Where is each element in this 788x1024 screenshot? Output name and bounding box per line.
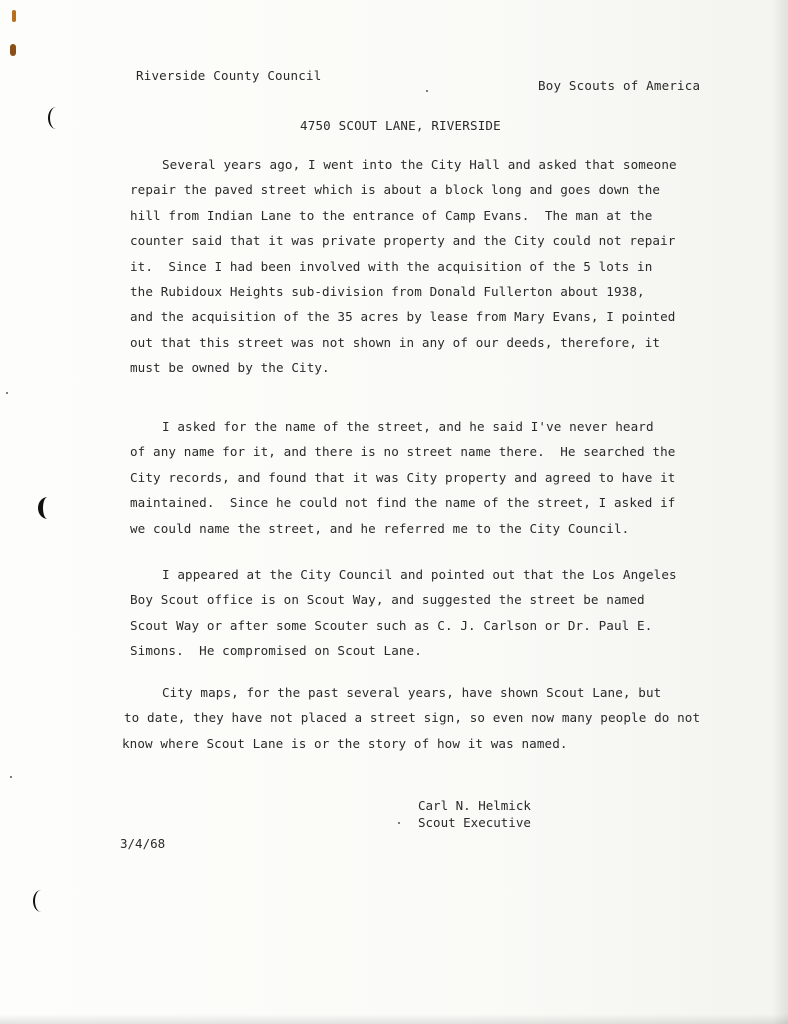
paper-speck xyxy=(398,822,400,824)
text-line: of any name for it, and there is no street name there. He searched the xyxy=(130,444,676,460)
text-line: the Rubidoux Heights sub-division from Donald Fullerton about 1938, xyxy=(130,284,645,300)
paragraph-2 xyxy=(130,414,700,541)
signer-title: Scout Executive xyxy=(418,815,531,830)
paper-speck xyxy=(10,776,12,778)
text-line: I asked for the name of the street, and he said I've never heard xyxy=(162,419,654,434)
punch-hole-mark xyxy=(48,107,64,129)
text-line: maintained. Since he could not find the name of the street, I asked if xyxy=(130,495,676,511)
page-edge-shadow xyxy=(772,0,788,1024)
text-line: we could name the street, and he referred me to the City Council. xyxy=(130,520,630,536)
text-line: I appeared at the City Council and pointed out that the Los Angeles xyxy=(162,567,677,582)
text-line: know where Scout Lane is or the story of how it was named. xyxy=(122,735,568,751)
text-line: it. Since I had been involved with the acquisition of the 5 lots in xyxy=(130,258,653,274)
document-title: 4750 SCOUT LANE, RIVERSIDE xyxy=(300,118,501,133)
staple-mark xyxy=(12,10,16,22)
paper-speck xyxy=(6,392,8,394)
header-right: Boy Scouts of America xyxy=(538,78,701,93)
signer-name: Carl N. Helmick xyxy=(418,798,531,813)
text-line: City records, and found that it was City property and agreed to have it xyxy=(130,469,676,485)
text-line: Several years ago, I went into the City Hall and asked that someone xyxy=(162,157,677,172)
text-line: out that this street was not shown in any of our deeds, therefore, it xyxy=(130,334,661,350)
text-line: Boy Scout office is on Scout Way, and suggested the street be named xyxy=(130,592,645,608)
document-date: 3/4/68 xyxy=(120,836,166,851)
paragraph-3 xyxy=(130,562,700,664)
signature-block xyxy=(418,797,531,831)
text-line: and the acquisition of the 35 acres by lease from Mary Evans, I pointed xyxy=(130,309,676,325)
page-bottom-edge xyxy=(0,1014,788,1024)
staple-mark xyxy=(10,44,16,56)
text-line: Simons. He compromised on Scout Lane. xyxy=(130,643,422,659)
paragraph-1 xyxy=(130,152,700,381)
text-line: hill from Indian Lane to the entrance of Camp Evans. The man at the xyxy=(130,207,653,223)
text-line: repair the paved street which is about a block long and goes down the xyxy=(130,182,661,198)
text-line: Scout Way or after some Scouter such as C. J. Carlson or Dr. Paul E. xyxy=(130,617,653,633)
text-line: City maps, for the past several years, have shown Scout Lane, but xyxy=(162,685,662,700)
text-line: counter said that it was private property and the City could not repair xyxy=(130,233,676,249)
paper-speck xyxy=(426,90,428,92)
punch-hole-mark xyxy=(33,890,49,912)
text-line: to date, they have not placed a street sign, so even now many people do not xyxy=(124,710,701,726)
paragraph-4 xyxy=(122,680,701,756)
header-left: Riverside County Council xyxy=(136,68,322,83)
punch-hole-mark xyxy=(38,497,57,519)
text-line: must be owned by the City. xyxy=(130,360,330,376)
